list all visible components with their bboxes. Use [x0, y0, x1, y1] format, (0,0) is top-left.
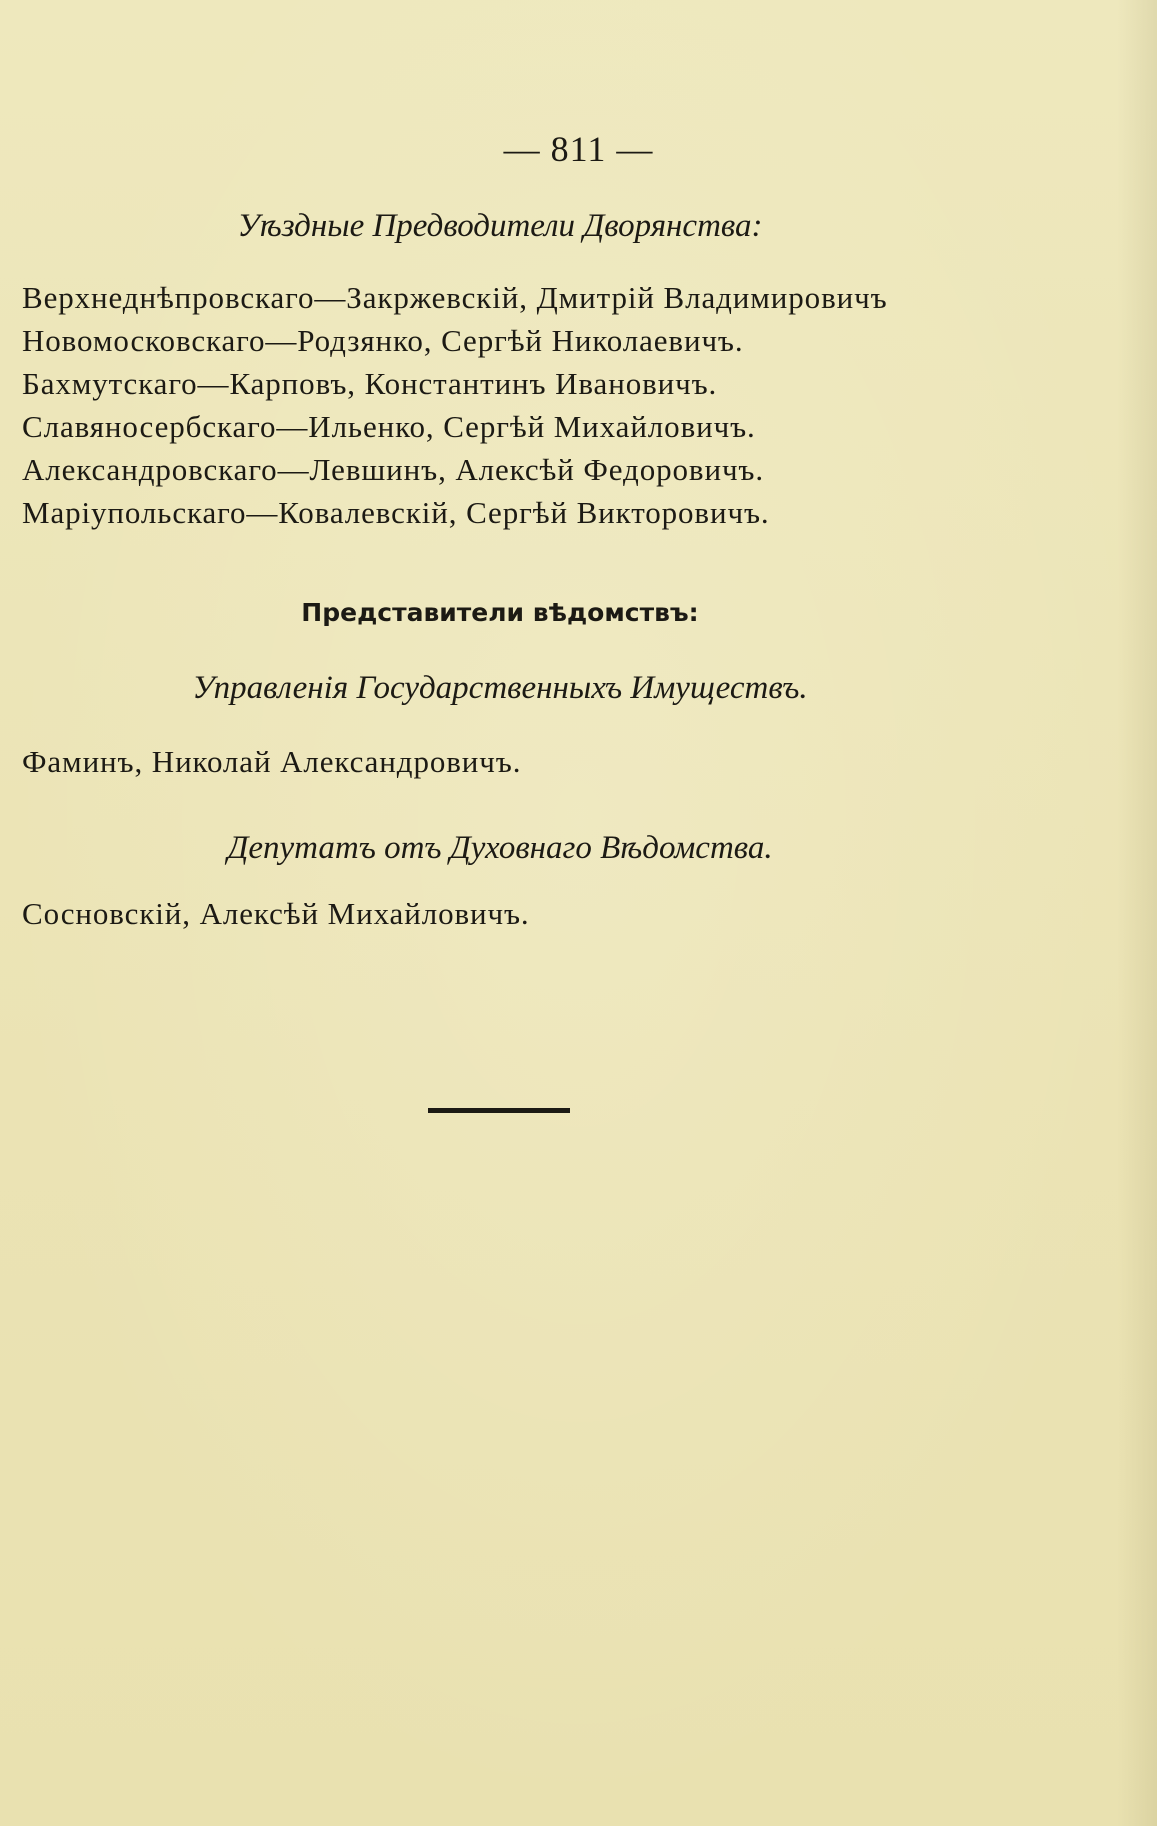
clergy-line: Сосновскій, Алексѣй Михайловичъ. — [22, 896, 530, 931]
nobility-line-6: Маріупольскаго—Ковалевскій, Сергѣй Викторовичъ. — [22, 495, 770, 530]
state-property-line: Фаминъ, Николай Александровичъ. — [22, 744, 522, 779]
page-edge-shadow — [1117, 0, 1157, 1826]
heading-district-marshals: Уѣздные Предводители Дворянства: — [237, 208, 763, 244]
closing-rule — [428, 1108, 570, 1113]
nobility-line-5: Александровскаго—Левшинъ, Алексѣй Федоровичъ. — [22, 452, 765, 487]
page-number: — 811 — — [503, 129, 654, 169]
nobility-line-3: Бахмутскаго—Карповъ, Константинъ Ивановичъ. — [22, 366, 718, 401]
heading-department-representatives: Представители вѣдомствъ: — [301, 598, 699, 627]
heading-clergy-deputy: Депутатъ отъ Духовнаго Вѣдомства. — [227, 830, 773, 866]
nobility-line-2: Новомосковскаго—Родзянко, Сергѣй Николаевичъ. — [22, 323, 744, 358]
nobility-line-1: Верхнеднѣпровскаго—Закржевскій, Дмитрій Владимировичъ — [22, 280, 888, 315]
nobility-line-4: Славяносербскаго—Ильенко, Сергѣй Михайловичъ. — [22, 409, 756, 444]
heading-state-property: Управленія Государственныхъ Имуществъ. — [192, 670, 808, 706]
